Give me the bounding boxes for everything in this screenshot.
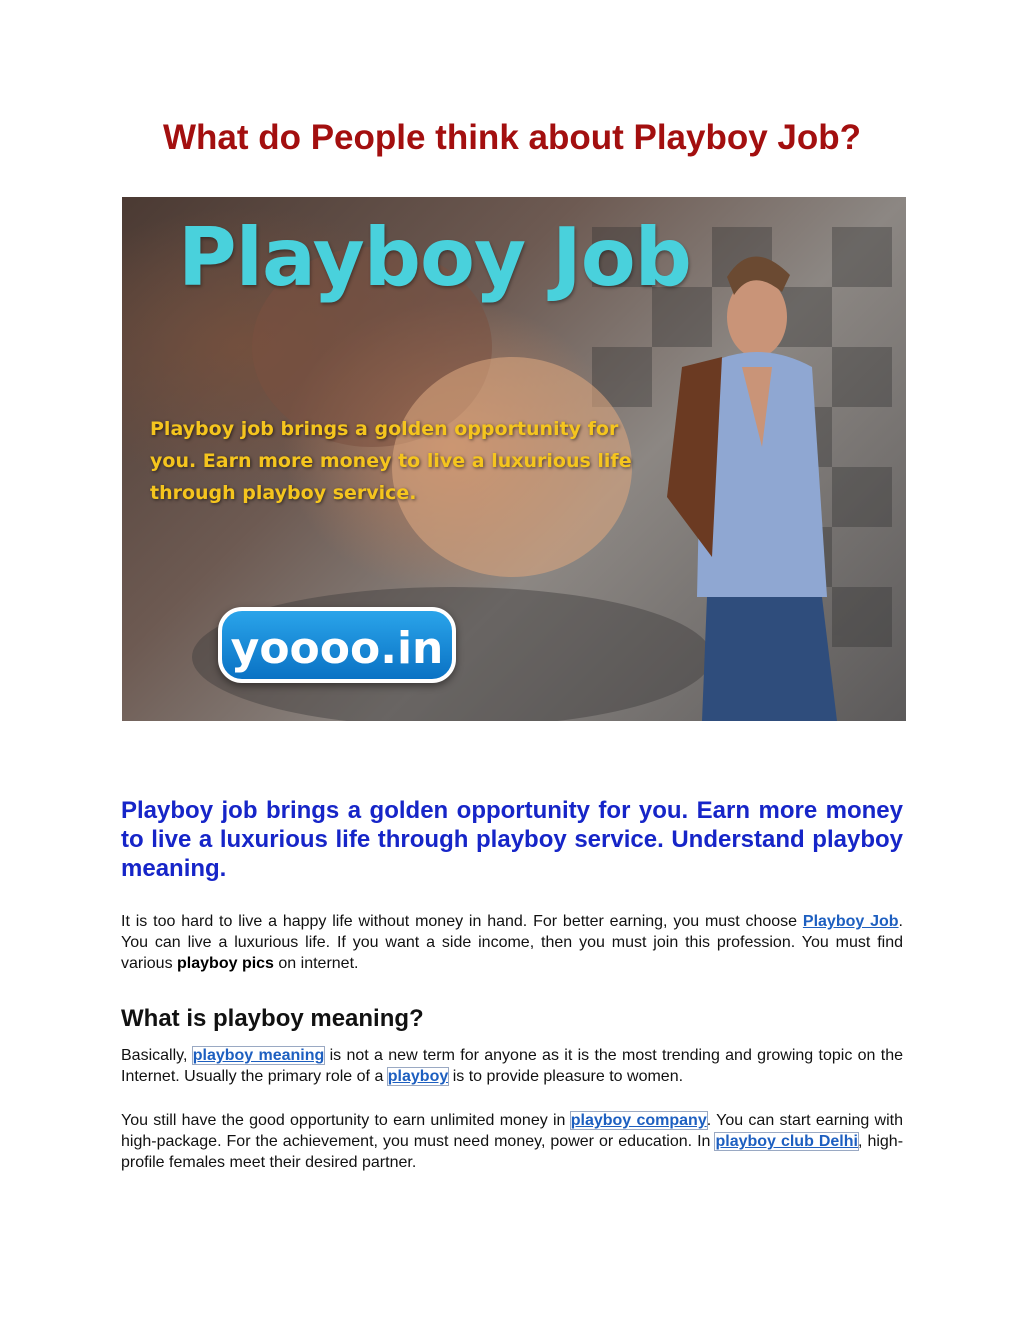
text: It is too hard to live a happy life without money in hand. For better earning, you must choose — [121, 913, 803, 930]
text: , high-profile females meet their desired partner. — [121, 1133, 904, 1171]
hero-banner-image — [122, 197, 906, 721]
bold-text: playboy pics — [177, 955, 274, 972]
hero-title: Playboy Job — [178, 211, 691, 304]
meaning-paragraph — [121, 1045, 903, 1087]
page-title: What do People think about Playboy Job? — [162, 118, 862, 157]
text: Basically, — [121, 1047, 193, 1064]
text: . You can start earning with high-package. For the achievement, you must need money, power or education. In — [121, 1112, 904, 1150]
intro-heading: Playboy job brings a golden opportunity for you. Earn more money to live a luxurious life through playboy service. Understand playboy meaning. — [121, 797, 903, 882]
playboy-club-delhi-link[interactable]: playboy club Delhi — [715, 1133, 858, 1150]
text: on internet. — [273, 955, 359, 972]
text: is to provide pleasure to women. — [448, 1068, 684, 1085]
playboy-company-link[interactable]: playboy company — [570, 1112, 707, 1129]
playboy-meaning-link[interactable]: playboy meaning — [192, 1047, 325, 1064]
intro-paragraph — [121, 911, 903, 974]
section-heading: What is playboy meaning? — [121, 1005, 424, 1032]
text: is not a new term for anyone as it is the most trending and growing topic on the Internet. Usually the primary role of a — [121, 1047, 903, 1085]
text: You still have the good opportunity to earn unlimited money in — [121, 1112, 571, 1129]
text: . You can live a luxurious life. If you want a side income, then you must join this profession. You must find various — [121, 913, 903, 972]
playboy-job-link[interactable]: Playboy Job — [802, 913, 899, 930]
hero-tagline: Playboy job brings a golden opportunity for you. Earn more money to live a luxurious life through playboy service. — [150, 418, 632, 504]
opportunity-paragraph — [121, 1110, 903, 1173]
yoooo-logo-badge: yoooo.in — [218, 607, 456, 683]
playboy-link[interactable]: playboy — [387, 1068, 449, 1085]
